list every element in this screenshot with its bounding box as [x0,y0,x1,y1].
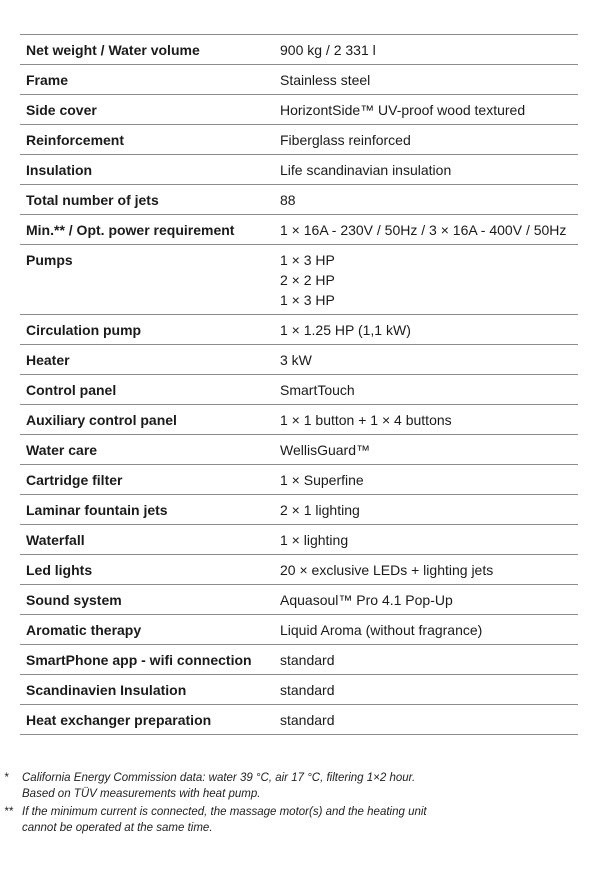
spec-value [280,495,578,525]
spec-value-line: Stainless steel [280,72,371,88]
spec-value [280,705,578,735]
spec-value [280,465,578,495]
spec-label: Water care [20,435,280,465]
footnote-line: California Energy Commission data: water 39 °C, air 17 °C, filtering 1×2 hour. [22,772,416,784]
spec-value [280,435,578,465]
footnotes [4,770,564,838]
spec-label: Frame [20,65,280,95]
spec-row [20,345,578,375]
spec-value [280,585,578,615]
spec-value-line: standard [280,652,335,668]
spec-value [280,125,578,155]
footnote-line: Based on TÜV measurements with heat pump. [22,788,261,800]
spec-value [280,375,578,405]
spec-value [280,615,578,645]
footnote-line: If the minimum current is connected, the massage motor(s) and the heating unit [22,806,427,818]
spec-value-line: 900 kg / 2 331 l [280,42,376,58]
spec-value [280,35,578,65]
spec-label: Min.** / Opt. power requirement [20,215,280,245]
spec-row [20,185,578,215]
spec-label: Reinforcement [20,125,280,155]
spec-row [20,125,578,155]
spec-label: Aromatic therapy [20,615,280,645]
spec-row [20,245,578,315]
spec-row [20,315,578,345]
spec-row [20,375,578,405]
spec-label: Laminar fountain jets [20,495,280,525]
spec-value-line: Liquid Aroma (without fragrance) [280,622,483,638]
spec-value [280,65,578,95]
spec-label: Total number of jets [20,185,280,215]
spec-label: Heater [20,345,280,375]
spec-row [20,555,578,585]
spec-row [20,65,578,95]
spec-label: Net weight / Water volume [20,35,280,65]
spec-value [280,95,578,125]
spec-row [20,155,578,185]
spec-value-line: 20 × exclusive LEDs + lighting jets [280,562,494,578]
spec-value [280,315,578,345]
footnote-mark: * [4,772,9,784]
spec-row [20,405,578,435]
spec-label: Circulation pump [20,315,280,345]
spec-label: Waterfall [20,525,280,555]
footnote [4,770,564,802]
spec-row [20,95,578,125]
spec-label: Insulation [20,155,280,185]
spec-value-line: 1 × 16A - 230V / 50Hz / 3 × 16A - 400V / 50Hz [280,222,567,238]
spec-value-line: 2 × 2 HP [280,272,335,288]
spec-label: Led lights [20,555,280,585]
footnote-text [22,804,564,836]
spec-value-line: HorizontSide™ UV-proof wood textured [280,102,526,118]
spec-row [20,615,578,645]
spec-row [20,645,578,675]
spec-value-line: WellisGuard™ [280,442,370,458]
spec-value [280,245,578,315]
spec-row [20,705,578,735]
spec-table [20,34,578,735]
footnote-text [22,770,564,802]
spec-value [280,155,578,185]
spec-value-line: 3 kW [280,352,312,368]
spec-value [280,185,578,215]
spec-value [280,525,578,555]
spec-value-line: Aquasoul™ Pro 4.1 Pop-Up [280,592,453,608]
spec-value-line: 1 × Superfine [280,472,364,488]
spec-value [280,345,578,375]
footnote [4,804,564,836]
spec-label: Sound system [20,585,280,615]
spec-value-line: 1 × 3 HP [280,292,335,308]
spec-row [20,675,578,705]
spec-label: Auxiliary control panel [20,405,280,435]
spec-value-line: 2 × 1 lighting [280,502,360,518]
spec-value [280,215,578,245]
spec-value-line: 1 × lighting [280,532,349,548]
spec-value [280,645,578,675]
spec-value-line: 88 [280,192,296,208]
spec-label: Cartridge filter [20,465,280,495]
spec-value-line: standard [280,682,335,698]
footnote-mark: ** [4,806,13,818]
spec-row [20,35,578,65]
spec-label: Pumps [20,245,280,315]
spec-value [280,555,578,585]
spec-value-line: standard [280,712,335,728]
spec-row [20,215,578,245]
spec-row [20,525,578,555]
spec-value [280,405,578,435]
spec-value-line: 1 × 1 button + 1 × 4 buttons [280,412,452,428]
spec-row [20,495,578,525]
spec-label: Heat exchanger preparation [20,705,280,735]
spec-value-line: 1 × 3 HP [280,252,335,268]
spec-label: Control panel [20,375,280,405]
spec-row [20,435,578,465]
footnote-line: cannot be operated at the same time. [22,822,213,834]
spec-row [20,465,578,495]
spec-value-line: 1 × 1.25 HP (1,1 kW) [280,322,411,338]
spec-value-line: Life scandinavian insulation [280,162,452,178]
spec-label: SmartPhone app - wifi connection [20,645,280,675]
spec-label: Side cover [20,95,280,125]
spec-label: Scandinavien Insulation [20,675,280,705]
spec-row [20,585,578,615]
spec-value-line: SmartTouch [280,382,355,398]
spec-value-line: Fiberglass reinforced [280,132,411,148]
spec-value [280,675,578,705]
